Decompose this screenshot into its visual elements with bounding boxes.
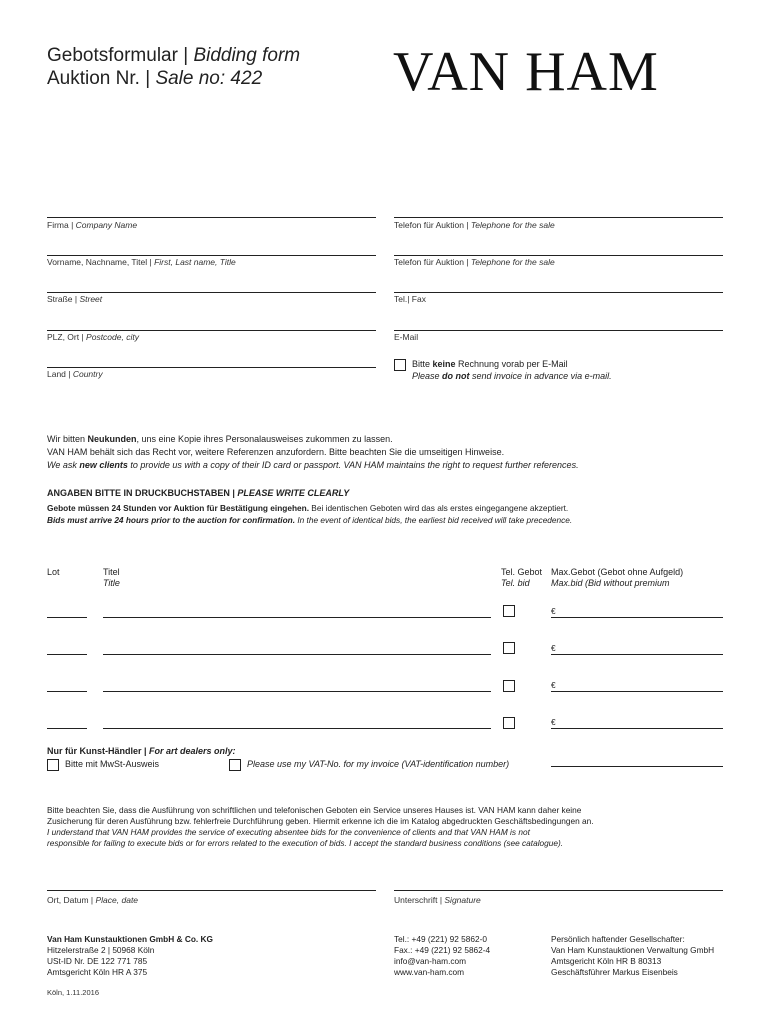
title-input[interactable] [103, 691, 491, 692]
place-date-label: Ort, Datum | Place, date [47, 895, 139, 905]
telephone-label-1: Telefon für Auktion | Telephone for the sale [394, 220, 555, 230]
telephone-field-2[interactable] [394, 255, 723, 256]
col-title-de: Titel [103, 567, 120, 577]
col-title-en: Title [103, 578, 120, 588]
max-bid-input[interactable] [551, 617, 723, 618]
vat-invoice-label: Bitte mit MwSt-Ausweis [65, 759, 160, 769]
tel-bid-checkbox[interactable] [503, 642, 515, 654]
max-bid-input[interactable] [551, 654, 723, 655]
euro-sign: € [551, 643, 556, 653]
country-label: Land | Country [47, 369, 103, 379]
no-invoice-checkbox[interactable] [394, 359, 406, 371]
lot-input[interactable] [47, 728, 87, 729]
tel-bid-checkbox[interactable] [503, 605, 515, 617]
telephone-field-1[interactable] [394, 217, 723, 218]
no-invoice-en: Please do not send invoice in advance via e-mail. [412, 371, 612, 381]
no-invoice-de: Bitte keine Rechnung vorab per E-Mail [412, 359, 568, 369]
title-input[interactable] [103, 617, 491, 618]
new-clients-en: We ask new clients to provide us with a copy of their ID card or passport. VAN HAM maintains the right to request further references. [47, 460, 579, 470]
vat-invoice-checkbox[interactable] [47, 759, 59, 771]
website-link[interactable]: www.van-ham.com [394, 967, 465, 977]
name-field[interactable] [47, 255, 376, 256]
euro-sign: € [551, 606, 556, 616]
footer-company: Van Ham Kunstauktionen GmbH & Co. KG Hitzelerstraße 2 | 50968 Köln USt-ID Nr. DE 122 771 785 Amtsgericht Köln HR A 375 [47, 934, 213, 977]
street-field[interactable] [47, 292, 376, 293]
sale-number [47, 67, 262, 91]
euro-sign: € [551, 717, 556, 727]
footer-contact: Tel.: +49 (221) 92 5862-0 Fax.: +49 (221) 92 5862-4 info@van-ham.com www.van-ham.com [394, 934, 491, 977]
title-de: Gebotsformular | [47, 45, 194, 66]
vat-number-label: Please use my VAT-No. for my invoice (VAT-identification number) [247, 759, 510, 769]
tel-bid-checkbox[interactable] [503, 717, 515, 729]
signature-label: Unterschrift | Signature [394, 895, 481, 905]
tel-fax-label: Tel.| Fax [394, 294, 426, 304]
company-field[interactable] [47, 217, 376, 218]
title-en: Bidding form [193, 45, 301, 66]
disclaimer-en-2: responsible for failing to execute bids or for errors related to the execution of bids. I accept the standard business conditions (see catalogue). [47, 838, 564, 848]
euro-sign: € [551, 680, 556, 690]
postcode-city-label: PLZ, Ort | Postcode, city [47, 332, 139, 342]
lot-input[interactable] [47, 691, 87, 692]
col-lot: Lot [47, 567, 60, 577]
telephone-label-2: Telefon für Auktion | Telephone for the sale [394, 257, 555, 267]
dealers-heading: Nur für Kunst-Händler | For art dealers only: [47, 746, 236, 756]
title-input[interactable] [103, 654, 491, 655]
lot-input[interactable] [47, 654, 87, 655]
disclaimer-de-2: Zusicherung für deren Ausführung bzw. fehlerfreie Durchführung geben. Hiermit erkenne ich die im Katalog abgedruckten Geschäftsbedingungen an. [47, 816, 594, 826]
email-field[interactable] [394, 330, 723, 331]
max-bid-input[interactable] [551, 691, 723, 692]
form-title [47, 44, 300, 68]
name-label: Vorname, Nachname, Titel | First, Last name, Title [47, 257, 236, 267]
sale-de: Auktion Nr. | [47, 68, 156, 89]
col-tel-bid-en: Tel. bid [501, 578, 530, 588]
email-link[interactable]: info@van-ham.com [394, 956, 467, 966]
col-tel-bid-de: Tel. Gebot [501, 567, 543, 577]
disclaimer-de-1: Bitte beachten Sie, dass die Ausführung von schriftlichen und telefonischen Geboten ein Service unseres Hauses ist. VAN HAM kann daher keine [47, 805, 582, 815]
lot-input[interactable] [47, 617, 87, 618]
street-label: Straße | Street [47, 294, 103, 304]
col-max-bid-de: Max.Gebot (Gebot ohne Aufgeld) [551, 567, 684, 577]
vat-number-input[interactable] [551, 766, 723, 767]
form-date: Köln, 1.11.2016 [47, 988, 99, 997]
bids-deadline-de: Gebote müssen 24 Stunden vor Auktion für Bestätigung eingehen. Bei identischen Geboten wird das als erstes eingegangene akzeptiert. [47, 503, 569, 513]
email-label: E-Mail [394, 332, 419, 342]
footer-partner: Persönlich haftender Gesellschafter: Van Ham Kunstauktionen Verwaltung GmbH Amtsgericht Köln HR B 80313 Geschäftsführer Markus Eisenbeis [551, 934, 715, 977]
max-bid-input[interactable] [551, 728, 723, 729]
col-max-bid-en: Max.bid (Bid without premium [551, 578, 670, 588]
title-input[interactable] [103, 728, 491, 729]
place-date-field[interactable] [47, 890, 376, 891]
tel-fax-field[interactable] [394, 292, 723, 293]
write-clearly-heading: ANGABEN BITTE IN DRUCKBUCHSTABEN | PLEASE WRITE CLEARLY [47, 488, 350, 498]
company-label: Firma | Company Name [47, 220, 138, 230]
signature-field[interactable] [394, 890, 723, 891]
disclaimer-en-1: I understand that VAN HAM provides the service of executing absentee bids for the convenience of clients and that VAN HAM is not [47, 827, 530, 837]
new-clients-de-1: Wir bitten Neukunden, uns eine Kopie ihres Personalausweises zukommen zu lassen. [47, 434, 393, 444]
new-clients-de-2: VAN HAM behält sich das Recht vor, weitere Referenzen anzufordern. Bitte beachten Sie die umseitigen Hinweise. [47, 447, 505, 457]
tel-bid-checkbox[interactable] [503, 680, 515, 692]
van-ham-logo: VAN HAM [393, 41, 659, 103]
country-field[interactable] [47, 367, 376, 368]
bids-deadline-en: Bids must arrive 24 hours prior to the auction for confirmation. In the event of identical bids, the earliest bid received will take precedence. [47, 515, 573, 525]
postcode-city-field[interactable] [47, 330, 376, 331]
vat-number-checkbox[interactable] [229, 759, 241, 771]
sale-en: Sale no: 422 [155, 68, 263, 89]
